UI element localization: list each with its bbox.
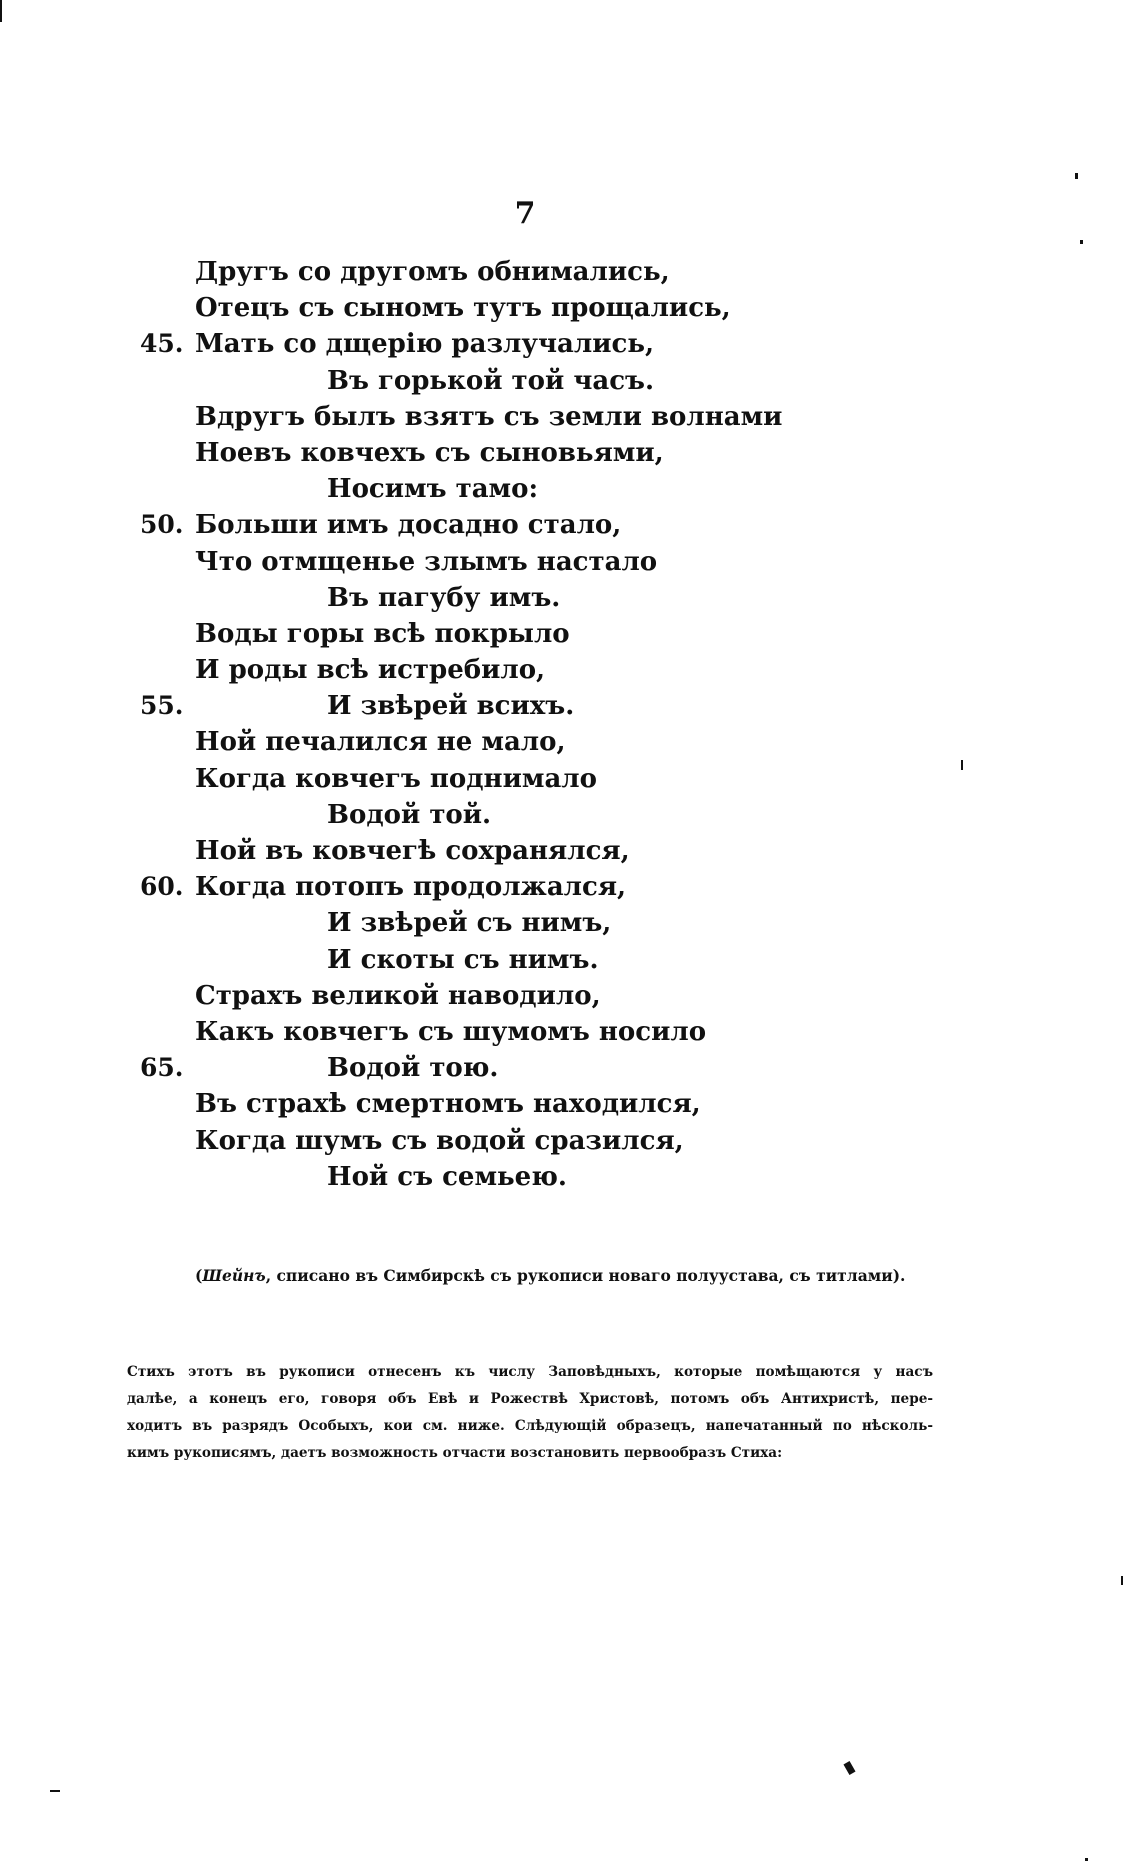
scan-mark <box>0 0 2 22</box>
poem-line-text: Отецъ съ сыномъ тутъ прощались, <box>195 293 731 324</box>
poem <box>0 254 1140 1195</box>
poem-line <box>0 1123 1140 1159</box>
poem-line <box>0 326 1140 362</box>
poem-line-text: Больши имъ досадно стало, <box>195 510 622 541</box>
scan-mark <box>1121 1576 1123 1585</box>
poem-line <box>0 471 1140 507</box>
verse-number: 50. <box>140 510 184 540</box>
poem-line-text: Въ пагубу имъ. <box>327 582 561 613</box>
poem-line-text: Въ страхѣ смертномъ находился, <box>195 1089 701 1120</box>
scan-mark <box>1075 173 1078 179</box>
poem-line <box>0 978 1140 1014</box>
commentary <box>127 1359 933 1467</box>
poem-line-text: Носимъ тамо: <box>327 474 539 505</box>
poem-line-text: Что отмщенье злымъ настало <box>195 546 658 577</box>
poem-line <box>0 1159 1140 1195</box>
scan-mark <box>961 760 963 770</box>
poem-line-text: Когда ковчегъ поднимало <box>195 763 597 794</box>
poem-line-text: Ной печалился не мало, <box>195 727 566 758</box>
verse-number: 55. <box>140 691 184 721</box>
poem-line <box>0 363 1140 399</box>
poem-line <box>0 688 1140 724</box>
source-open-paren: ( <box>195 1266 203 1285</box>
source-text: , списано въ Симбирскѣ съ рукописи новаго полуустава, съ титлами). <box>265 1266 906 1285</box>
poem-line <box>0 1050 1140 1086</box>
poem-line <box>0 580 1140 616</box>
poem-line <box>0 652 1140 688</box>
poem-line <box>0 1014 1140 1050</box>
poem-line-text: И скоты съ нимъ. <box>327 944 599 975</box>
source-author: Шейнъ <box>202 1266 266 1285</box>
poem-line-text: Мать со дщерію разлучались, <box>195 329 655 360</box>
poem-line-text: И звѣрей съ нимъ, <box>327 908 612 939</box>
scan-mark <box>50 1790 60 1792</box>
scan-mark <box>843 1761 855 1775</box>
poem-line-text: Другъ со другомъ обнимались, <box>195 257 670 287</box>
poem-line-text: Ноевъ ковчехъ съ сыновьями, <box>195 437 664 468</box>
poem-line-text: Вдругъ былъ взятъ съ земли волнами <box>195 401 783 432</box>
poem-line <box>0 254 1140 290</box>
poem-line-text: Ной въ ковчегѣ сохранялся, <box>195 836 630 866</box>
commentary-line: Стихъ этотъ въ рукописи отнесенъ къ числу Заповѣдныхъ, которые помѣщаются у насъ <box>127 1364 933 1380</box>
poem-line <box>0 435 1140 471</box>
poem-line-text: Ной съ семьею. <box>327 1161 567 1192</box>
poem-line <box>0 797 1140 833</box>
poem-line <box>0 290 1140 326</box>
poem-line <box>0 507 1140 543</box>
poem-line-text: Въ горькой той часъ. <box>327 365 655 396</box>
poem-line <box>0 544 1140 580</box>
verse-number: 45. <box>140 329 184 359</box>
commentary-line: ходитъ въ разрядъ Особыхъ, кои см. ниже. Слѣдующій образецъ, напечатанный по нѣсколь- <box>127 1418 933 1434</box>
poem-line-text: Страхъ великой наводило, <box>195 980 601 1011</box>
poem-line <box>0 942 1140 978</box>
poem-line <box>0 399 1140 435</box>
source-note <box>195 1266 905 1285</box>
verse-number: 60. <box>140 872 184 902</box>
poem-line-text: И роды всѣ истребило, <box>195 655 546 686</box>
poem-line <box>0 761 1140 797</box>
page-number: 7 <box>514 196 536 231</box>
poem-line-text: Водой той. <box>327 799 492 830</box>
poem-line-text: Какъ ковчегъ съ шумомъ носило <box>195 1016 707 1047</box>
poem-line <box>0 1086 1140 1122</box>
poem-line <box>0 905 1140 941</box>
poem-line-text: Воды горы всѣ покрыло <box>195 618 570 649</box>
poem-line-text: Когда шумъ съ водой сразился, <box>195 1125 684 1156</box>
commentary-line: далѣе, а конецъ его, говоря объ Евѣ и Рожествѣ Христовѣ, потомъ объ Антихристѣ, пере- <box>127 1391 933 1407</box>
poem-line <box>0 724 1140 760</box>
poem-line-text: И звѣрей всихъ. <box>327 691 575 722</box>
poem-line-text: Когда потопъ продолжался, <box>195 872 627 903</box>
poem-line <box>0 869 1140 905</box>
commentary-line: кимъ рукописямъ, даетъ возможность отчасти возстановить первообразъ Стиха: <box>127 1445 783 1461</box>
scan-mark <box>1080 240 1083 244</box>
poem-line <box>0 616 1140 652</box>
verse-number: 65. <box>140 1053 184 1083</box>
scan-mark <box>1085 1858 1088 1861</box>
poem-line <box>0 833 1140 869</box>
poem-line-text: Водой тою. <box>327 1053 499 1084</box>
